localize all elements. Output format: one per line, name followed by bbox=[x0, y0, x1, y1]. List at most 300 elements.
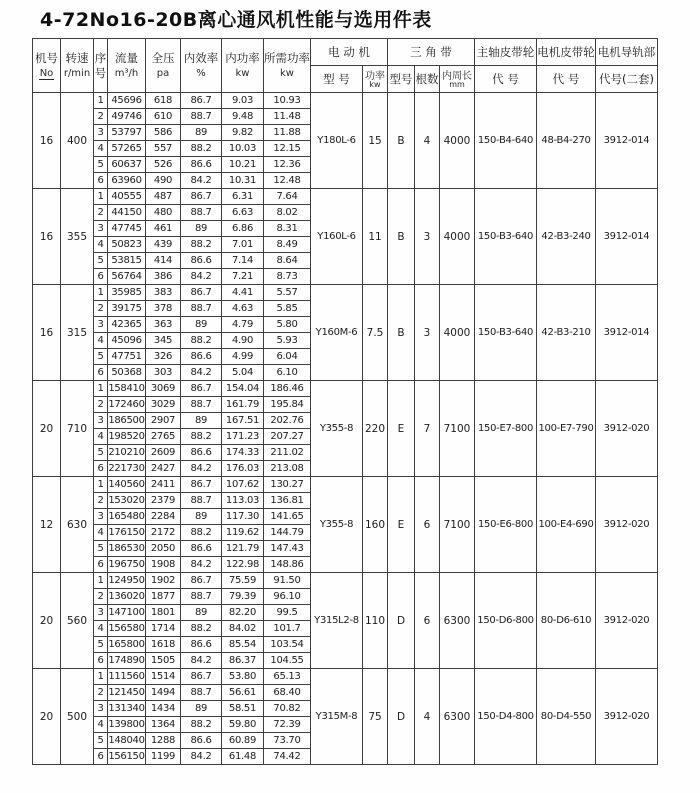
rail-code-cell: 3912-020 bbox=[596, 669, 658, 765]
seq-cell: 5 bbox=[94, 541, 108, 557]
flow-cell: 156580 bbox=[108, 621, 146, 637]
seq-cell: 6 bbox=[94, 269, 108, 285]
motor-power-cell: 11 bbox=[363, 189, 388, 285]
efficiency-cell: 84.2 bbox=[181, 365, 222, 381]
required-power-cell: 5.80 bbox=[264, 317, 311, 333]
vbelt-model-cell: B bbox=[388, 285, 415, 381]
motor-power-cell: 220 bbox=[363, 381, 388, 477]
motor-power-cell: 75 bbox=[363, 669, 388, 765]
internal-power-cell: 7.14 bbox=[222, 253, 264, 269]
seq-cell: 1 bbox=[94, 93, 108, 109]
col-header-machine-no: 机号 No bbox=[33, 39, 61, 93]
flow-cell: 50823 bbox=[108, 237, 146, 253]
col-header-required-power: 所需功率 kw bbox=[264, 39, 311, 93]
seq-cell: 4 bbox=[94, 621, 108, 637]
main-pulley-code-cell: 150-D6-800 bbox=[475, 573, 537, 669]
flow-cell: 42365 bbox=[108, 317, 146, 333]
pressure-cell: 363 bbox=[146, 317, 181, 333]
required-power-cell: 73.70 bbox=[264, 733, 311, 749]
required-power-cell: 195.84 bbox=[264, 397, 311, 413]
internal-power-cell: 86.37 bbox=[222, 653, 264, 669]
main-pulley-code-cell: 150-D4-800 bbox=[475, 669, 537, 765]
table-row bbox=[33, 189, 658, 205]
main-pulley-code-cell: 150-B3-640 bbox=[475, 285, 537, 381]
required-power-cell: 202.76 bbox=[264, 413, 311, 429]
motor-pulley-code-cell: 80-D6-610 bbox=[537, 573, 596, 669]
required-power-cell: 101.7 bbox=[264, 621, 311, 637]
flow-cell: 49746 bbox=[108, 109, 146, 125]
required-power-cell: 70.82 bbox=[264, 701, 311, 717]
vbelt-count-cell: 6 bbox=[415, 573, 440, 669]
efficiency-cell: 88.2 bbox=[181, 333, 222, 349]
seq-cell: 6 bbox=[94, 557, 108, 573]
efficiency-cell: 84.2 bbox=[181, 557, 222, 573]
pressure-cell: 557 bbox=[146, 141, 181, 157]
machine-no-cell: 16 bbox=[33, 93, 61, 189]
flow-cell: 53815 bbox=[108, 253, 146, 269]
pressure-cell: 586 bbox=[146, 125, 181, 141]
col-header-main-pulley-code: 代 号 bbox=[475, 66, 537, 93]
seq-cell: 3 bbox=[94, 221, 108, 237]
internal-power-cell: 107.62 bbox=[222, 477, 264, 493]
pressure-cell: 1505 bbox=[146, 653, 181, 669]
seq-cell: 3 bbox=[94, 317, 108, 333]
efficiency-cell: 89 bbox=[181, 125, 222, 141]
efficiency-cell: 86.6 bbox=[181, 253, 222, 269]
required-power-cell: 5.85 bbox=[264, 301, 311, 317]
internal-power-cell: 7.01 bbox=[222, 237, 264, 253]
table-row bbox=[33, 669, 658, 685]
seq-cell: 2 bbox=[94, 205, 108, 221]
flow-cell: 53797 bbox=[108, 125, 146, 141]
machine-no-cell: 12 bbox=[33, 477, 61, 573]
efficiency-cell: 88.7 bbox=[181, 109, 222, 125]
flow-cell: 221730 bbox=[108, 461, 146, 477]
flow-cell: 40555 bbox=[108, 189, 146, 205]
group-header-vbelt: 三 角 带 bbox=[388, 39, 475, 66]
internal-power-cell: 9.03 bbox=[222, 93, 264, 109]
required-power-cell: 148.86 bbox=[264, 557, 311, 573]
seq-cell: 4 bbox=[94, 429, 108, 445]
required-power-cell: 207.27 bbox=[264, 429, 311, 445]
pressure-cell: 1288 bbox=[146, 733, 181, 749]
pressure-cell: 3029 bbox=[146, 397, 181, 413]
seq-cell: 4 bbox=[94, 525, 108, 541]
efficiency-cell: 89 bbox=[181, 605, 222, 621]
seq-cell: 2 bbox=[94, 589, 108, 605]
motor-model-cell: Y160L-6 bbox=[311, 189, 363, 285]
vbelt-model-cell: E bbox=[388, 477, 415, 573]
vbelt-model-cell: B bbox=[388, 189, 415, 285]
internal-power-cell: 154.04 bbox=[222, 381, 264, 397]
main-pulley-code-cell: 150-E6-800 bbox=[475, 477, 537, 573]
required-power-cell: 6.10 bbox=[264, 365, 311, 381]
internal-power-cell: 5.04 bbox=[222, 365, 264, 381]
vbelt-length-cell: 4000 bbox=[440, 285, 475, 381]
flow-cell: 165800 bbox=[108, 637, 146, 653]
machine-no-cell: 16 bbox=[33, 285, 61, 381]
seq-cell: 5 bbox=[94, 157, 108, 173]
pressure-cell: 526 bbox=[146, 157, 181, 173]
internal-power-cell: 176.03 bbox=[222, 461, 264, 477]
efficiency-cell: 86.6 bbox=[181, 637, 222, 653]
efficiency-cell: 86.6 bbox=[181, 157, 222, 173]
motor-power-cell: 15 bbox=[363, 93, 388, 189]
required-power-cell: 130.27 bbox=[264, 477, 311, 493]
table-header bbox=[33, 39, 658, 93]
seq-cell: 6 bbox=[94, 749, 108, 765]
flow-cell: 47745 bbox=[108, 221, 146, 237]
page-title: 4-72No16-20B离心通风机性能与选用件表 bbox=[40, 9, 432, 31]
seq-cell: 4 bbox=[94, 237, 108, 253]
efficiency-cell: 88.2 bbox=[181, 237, 222, 253]
motor-model-cell: Y355-8 bbox=[311, 477, 363, 573]
seq-cell: 5 bbox=[94, 637, 108, 653]
required-power-cell: 99.5 bbox=[264, 605, 311, 621]
required-power-cell: 11.88 bbox=[264, 125, 311, 141]
internal-power-cell: 117.30 bbox=[222, 509, 264, 525]
efficiency-cell: 89 bbox=[181, 509, 222, 525]
seq-cell: 6 bbox=[94, 653, 108, 669]
seq-cell: 1 bbox=[94, 189, 108, 205]
flow-cell: 198520 bbox=[108, 429, 146, 445]
efficiency-cell: 86.7 bbox=[181, 573, 222, 589]
col-header-pressure: 全压 pa bbox=[146, 39, 181, 93]
internal-power-cell: 7.21 bbox=[222, 269, 264, 285]
required-power-cell: 12.48 bbox=[264, 173, 311, 189]
required-power-cell: 7.64 bbox=[264, 189, 311, 205]
flow-cell: 60637 bbox=[108, 157, 146, 173]
rail-code-cell: 3912-014 bbox=[596, 189, 658, 285]
internal-power-cell: 58.51 bbox=[222, 701, 264, 717]
efficiency-cell: 86.7 bbox=[181, 381, 222, 397]
efficiency-cell: 88.7 bbox=[181, 301, 222, 317]
efficiency-cell: 86.6 bbox=[181, 445, 222, 461]
pressure-cell: 618 bbox=[146, 93, 181, 109]
pressure-cell: 480 bbox=[146, 205, 181, 221]
seq-cell: 5 bbox=[94, 253, 108, 269]
internal-power-cell: 85.54 bbox=[222, 637, 264, 653]
speed-cell: 315 bbox=[61, 285, 94, 381]
efficiency-cell: 89 bbox=[181, 701, 222, 717]
seq-cell: 5 bbox=[94, 733, 108, 749]
efficiency-cell: 88.7 bbox=[181, 685, 222, 701]
flow-cell: 148040 bbox=[108, 733, 146, 749]
pressure-cell: 1514 bbox=[146, 669, 181, 685]
main-pulley-code-cell: 150-B4-640 bbox=[475, 93, 537, 189]
pressure-cell: 2172 bbox=[146, 525, 181, 541]
vbelt-model-cell: E bbox=[388, 381, 415, 477]
flow-cell: 57265 bbox=[108, 141, 146, 157]
col-header-speed: 转速 r/min bbox=[61, 39, 94, 93]
col-header-motor-power: 功率 kw bbox=[363, 66, 388, 93]
efficiency-cell: 84.2 bbox=[181, 749, 222, 765]
motor-pulley-code-cell: 42-B3-240 bbox=[537, 189, 596, 285]
seq-cell: 1 bbox=[94, 573, 108, 589]
flow-cell: 139800 bbox=[108, 717, 146, 733]
efficiency-cell: 88.2 bbox=[181, 525, 222, 541]
required-power-cell: 144.79 bbox=[264, 525, 311, 541]
seq-cell: 5 bbox=[94, 445, 108, 461]
vbelt-count-cell: 3 bbox=[415, 189, 440, 285]
efficiency-cell: 88.7 bbox=[181, 589, 222, 605]
pressure-cell: 487 bbox=[146, 189, 181, 205]
rail-code-cell: 3912-014 bbox=[596, 285, 658, 381]
col-header-rail-code: 代号(二套) bbox=[596, 66, 658, 93]
required-power-cell: 96.10 bbox=[264, 589, 311, 605]
vbelt-length-cell: 4000 bbox=[440, 93, 475, 189]
flow-cell: 35985 bbox=[108, 285, 146, 301]
motor-pulley-code-cell: 100-E7-790 bbox=[537, 381, 596, 477]
speed-cell: 560 bbox=[61, 573, 94, 669]
internal-power-cell: 75.59 bbox=[222, 573, 264, 589]
group-header-main-pulley: 主轴皮带轮 bbox=[475, 39, 537, 66]
pressure-cell: 1494 bbox=[146, 685, 181, 701]
vbelt-count-cell: 3 bbox=[415, 285, 440, 381]
required-power-cell: 8.02 bbox=[264, 205, 311, 221]
internal-power-cell: 122.98 bbox=[222, 557, 264, 573]
seq-cell: 2 bbox=[94, 685, 108, 701]
fan-performance-table bbox=[32, 38, 658, 765]
motor-model-cell: Y315M-8 bbox=[311, 669, 363, 765]
flow-cell: 174890 bbox=[108, 653, 146, 669]
required-power-cell: 10.93 bbox=[264, 93, 311, 109]
pressure-cell: 2427 bbox=[146, 461, 181, 477]
pressure-cell: 2765 bbox=[146, 429, 181, 445]
vbelt-length-cell: 6300 bbox=[440, 573, 475, 669]
machine-no-cell: 20 bbox=[33, 669, 61, 765]
flow-cell: 56764 bbox=[108, 269, 146, 285]
seq-cell: 4 bbox=[94, 717, 108, 733]
pressure-cell: 490 bbox=[146, 173, 181, 189]
pressure-cell: 386 bbox=[146, 269, 181, 285]
group-header-motor: 电 动 机 bbox=[311, 39, 388, 66]
pressure-cell: 345 bbox=[146, 333, 181, 349]
flow-cell: 210210 bbox=[108, 445, 146, 461]
speed-cell: 710 bbox=[61, 381, 94, 477]
internal-power-cell: 59.80 bbox=[222, 717, 264, 733]
flow-cell: 111560 bbox=[108, 669, 146, 685]
required-power-cell: 8.73 bbox=[264, 269, 311, 285]
seq-cell: 3 bbox=[94, 509, 108, 525]
motor-model-cell: Y315L2-8 bbox=[311, 573, 363, 669]
vbelt-count-cell: 6 bbox=[415, 477, 440, 573]
required-power-cell: 8.49 bbox=[264, 237, 311, 253]
efficiency-cell: 86.7 bbox=[181, 669, 222, 685]
internal-power-cell: 60.89 bbox=[222, 733, 264, 749]
seq-cell: 6 bbox=[94, 365, 108, 381]
flow-cell: 45696 bbox=[108, 93, 146, 109]
required-power-cell: 136.81 bbox=[264, 493, 311, 509]
motor-model-cell: Y355-8 bbox=[311, 381, 363, 477]
flow-cell: 158410 bbox=[108, 381, 146, 397]
pressure-cell: 1714 bbox=[146, 621, 181, 637]
table-row bbox=[33, 573, 658, 589]
pressure-cell: 1618 bbox=[146, 637, 181, 653]
required-power-cell: 213.08 bbox=[264, 461, 311, 477]
flow-cell: 124950 bbox=[108, 573, 146, 589]
internal-power-cell: 4.90 bbox=[222, 333, 264, 349]
pressure-cell: 3069 bbox=[146, 381, 181, 397]
efficiency-cell: 88.2 bbox=[181, 141, 222, 157]
table-row bbox=[33, 93, 658, 109]
speed-cell: 500 bbox=[61, 669, 94, 765]
pressure-cell: 2907 bbox=[146, 413, 181, 429]
efficiency-cell: 86.7 bbox=[181, 93, 222, 109]
required-power-cell: 5.93 bbox=[264, 333, 311, 349]
internal-power-cell: 6.31 bbox=[222, 189, 264, 205]
seq-cell: 1 bbox=[94, 477, 108, 493]
flow-cell: 186500 bbox=[108, 413, 146, 429]
vbelt-model-cell: B bbox=[388, 93, 415, 189]
col-header-vbelt-length: 内周长 mm bbox=[440, 66, 475, 93]
vbelt-length-cell: 7100 bbox=[440, 477, 475, 573]
col-header-internal-power: 内功率 kw bbox=[222, 39, 264, 93]
table-row bbox=[33, 285, 658, 301]
flow-cell: 196750 bbox=[108, 557, 146, 573]
internal-power-cell: 171.23 bbox=[222, 429, 264, 445]
pressure-cell: 610 bbox=[146, 109, 181, 125]
col-header-vbelt-model: 型号 bbox=[388, 66, 415, 93]
motor-power-cell: 110 bbox=[363, 573, 388, 669]
rail-code-cell: 3912-020 bbox=[596, 381, 658, 477]
motor-pulley-code-cell: 100-E4-690 bbox=[537, 477, 596, 573]
flow-cell: 176150 bbox=[108, 525, 146, 541]
flow-cell: 131340 bbox=[108, 701, 146, 717]
required-power-cell: 8.64 bbox=[264, 253, 311, 269]
internal-power-cell: 161.79 bbox=[222, 397, 264, 413]
efficiency-cell: 89 bbox=[181, 413, 222, 429]
required-power-cell: 12.15 bbox=[264, 141, 311, 157]
internal-power-cell: 4.41 bbox=[222, 285, 264, 301]
pressure-cell: 414 bbox=[146, 253, 181, 269]
required-power-cell: 68.40 bbox=[264, 685, 311, 701]
efficiency-cell: 86.6 bbox=[181, 349, 222, 365]
required-power-cell: 8.31 bbox=[264, 221, 311, 237]
pressure-cell: 1908 bbox=[146, 557, 181, 573]
internal-power-cell: 10.03 bbox=[222, 141, 264, 157]
internal-power-cell: 167.51 bbox=[222, 413, 264, 429]
internal-power-cell: 10.21 bbox=[222, 157, 264, 173]
efficiency-cell: 86.7 bbox=[181, 477, 222, 493]
main-pulley-code-cell: 150-E7-800 bbox=[475, 381, 537, 477]
vbelt-model-cell: D bbox=[388, 669, 415, 765]
vbelt-length-cell: 6300 bbox=[440, 669, 475, 765]
internal-power-cell: 61.48 bbox=[222, 749, 264, 765]
internal-power-cell: 174.33 bbox=[222, 445, 264, 461]
table-row bbox=[33, 477, 658, 493]
internal-power-cell: 121.79 bbox=[222, 541, 264, 557]
motor-power-cell: 7.5 bbox=[363, 285, 388, 381]
required-power-cell: 104.55 bbox=[264, 653, 311, 669]
flow-cell: 136020 bbox=[108, 589, 146, 605]
flow-cell: 165480 bbox=[108, 509, 146, 525]
motor-model-cell: Y180L-6 bbox=[311, 93, 363, 189]
motor-pulley-code-cell: 48-B4-270 bbox=[537, 93, 596, 189]
speed-cell: 355 bbox=[61, 189, 94, 285]
main-pulley-code-cell: 150-B3-640 bbox=[475, 189, 537, 285]
flow-cell: 63960 bbox=[108, 173, 146, 189]
internal-power-cell: 84.02 bbox=[222, 621, 264, 637]
efficiency-cell: 86.6 bbox=[181, 541, 222, 557]
pressure-cell: 1801 bbox=[146, 605, 181, 621]
pressure-cell: 1877 bbox=[146, 589, 181, 605]
efficiency-cell: 86.6 bbox=[181, 733, 222, 749]
pressure-cell: 2379 bbox=[146, 493, 181, 509]
flow-cell: 140560 bbox=[108, 477, 146, 493]
machine-no-cell: 20 bbox=[33, 573, 61, 669]
flow-cell: 172460 bbox=[108, 397, 146, 413]
internal-power-cell: 6.86 bbox=[222, 221, 264, 237]
rail-code-cell: 3912-014 bbox=[596, 93, 658, 189]
pressure-cell: 1902 bbox=[146, 573, 181, 589]
vbelt-count-cell: 7 bbox=[415, 381, 440, 477]
internal-power-cell: 4.79 bbox=[222, 317, 264, 333]
required-power-cell: 5.57 bbox=[264, 285, 311, 301]
required-power-cell: 12.36 bbox=[264, 157, 311, 173]
efficiency-cell: 88.2 bbox=[181, 429, 222, 445]
table-body bbox=[33, 93, 658, 765]
motor-pulley-code-cell: 42-B3-210 bbox=[537, 285, 596, 381]
seq-cell: 2 bbox=[94, 109, 108, 125]
pressure-cell: 1434 bbox=[146, 701, 181, 717]
efficiency-cell: 84.2 bbox=[181, 173, 222, 189]
col-header-vbelt-count: 根数 bbox=[415, 66, 440, 93]
seq-cell: 1 bbox=[94, 381, 108, 397]
speed-cell: 630 bbox=[61, 477, 94, 573]
required-power-cell: 147.43 bbox=[264, 541, 311, 557]
required-power-cell: 91.50 bbox=[264, 573, 311, 589]
internal-power-cell: 4.99 bbox=[222, 349, 264, 365]
efficiency-cell: 88.7 bbox=[181, 397, 222, 413]
required-power-cell: 6.04 bbox=[264, 349, 311, 365]
vbelt-count-cell: 4 bbox=[415, 93, 440, 189]
internal-power-cell: 4.63 bbox=[222, 301, 264, 317]
required-power-cell: 186.46 bbox=[264, 381, 311, 397]
pressure-cell: 2050 bbox=[146, 541, 181, 557]
required-power-cell: 65.13 bbox=[264, 669, 311, 685]
seq-cell: 4 bbox=[94, 333, 108, 349]
machine-no-cell: 20 bbox=[33, 381, 61, 477]
pressure-cell: 2284 bbox=[146, 509, 181, 525]
seq-cell: 3 bbox=[94, 605, 108, 621]
efficiency-cell: 88.2 bbox=[181, 621, 222, 637]
flow-cell: 47751 bbox=[108, 349, 146, 365]
pressure-cell: 326 bbox=[146, 349, 181, 365]
machine-no-cell: 16 bbox=[33, 189, 61, 285]
internal-power-cell: 9.82 bbox=[222, 125, 264, 141]
efficiency-cell: 88.2 bbox=[181, 717, 222, 733]
internal-power-cell: 56.61 bbox=[222, 685, 264, 701]
rail-code-cell: 3912-020 bbox=[596, 573, 658, 669]
efficiency-cell: 84.2 bbox=[181, 461, 222, 477]
seq-cell: 6 bbox=[94, 173, 108, 189]
vbelt-count-cell: 4 bbox=[415, 669, 440, 765]
efficiency-cell: 89 bbox=[181, 317, 222, 333]
seq-cell: 3 bbox=[94, 701, 108, 717]
internal-power-cell: 9.48 bbox=[222, 109, 264, 125]
flow-cell: 39175 bbox=[108, 301, 146, 317]
efficiency-cell: 88.7 bbox=[181, 493, 222, 509]
efficiency-cell: 84.2 bbox=[181, 269, 222, 285]
internal-power-cell: 53.80 bbox=[222, 669, 264, 685]
efficiency-cell: 84.2 bbox=[181, 653, 222, 669]
col-header-motor-pulley-code: 代 号 bbox=[537, 66, 596, 93]
internal-power-cell: 113.03 bbox=[222, 493, 264, 509]
vbelt-model-cell: D bbox=[388, 573, 415, 669]
col-header-flow: 流量 m³/h bbox=[108, 39, 146, 93]
internal-power-cell: 79.39 bbox=[222, 589, 264, 605]
